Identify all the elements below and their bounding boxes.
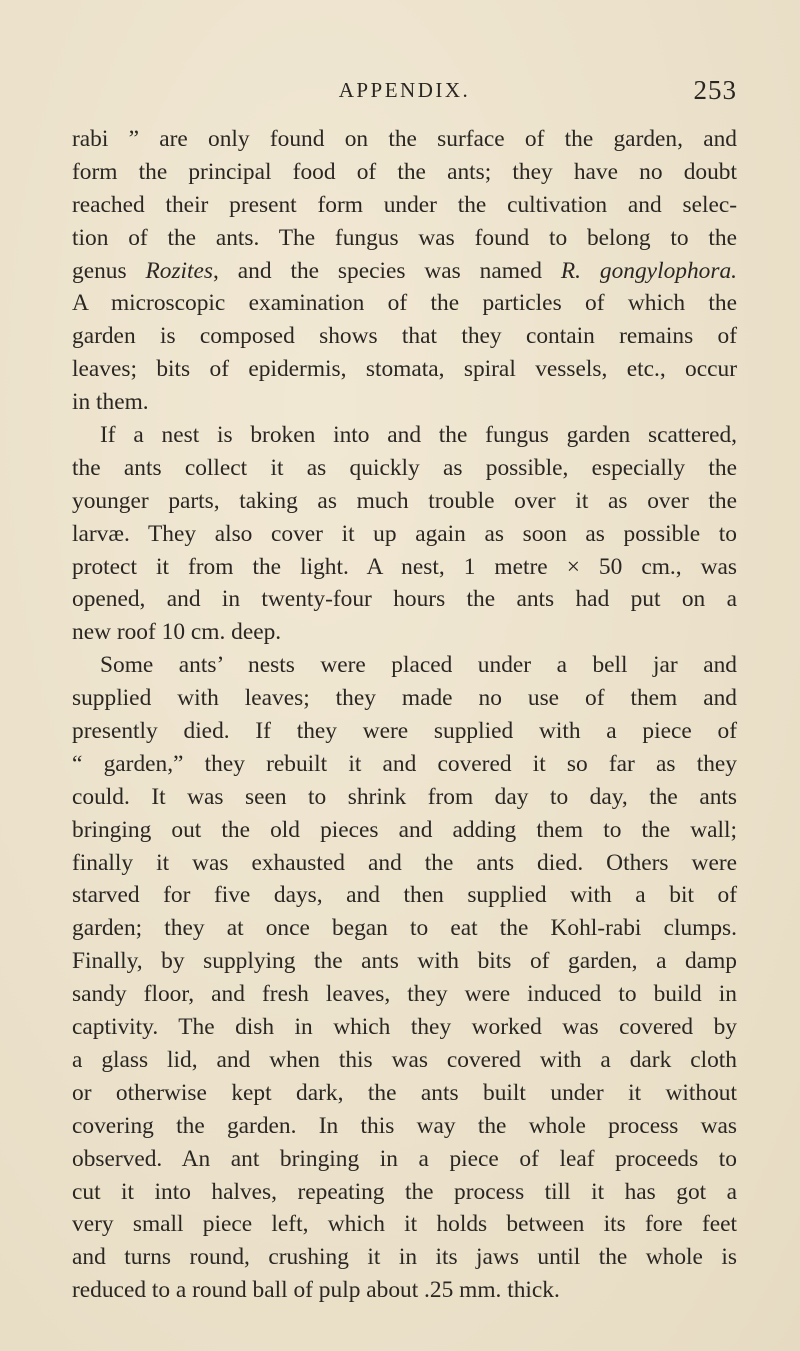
text-line: new roof 10 cm. deep.	[72, 619, 282, 646]
text-line: sandy floor, and fresh leaves, they were induced to build in	[72, 981, 737, 1008]
paragraph-3	[72, 649, 737, 1307]
text-line: protect it from the light. A nest, 1 metre × 50 cm., was	[72, 553, 737, 580]
text-line: reached their present form under the cultivation and selec-	[72, 191, 737, 218]
text-line: younger parts, taking as much trouble over it as over the	[72, 487, 737, 514]
text-line: genus Rozites, and the species was named R. gongylophora.	[72, 257, 737, 284]
body-text	[72, 123, 737, 1307]
text-line: tion of the ants. The fungus was found to belong to the	[72, 224, 737, 251]
text-line: covering the garden. In this way the whole process was	[72, 1112, 737, 1139]
text-line: captivity. The dish in which they worked was covered by	[72, 1014, 737, 1041]
text-line: reduced to a round ball of pulp about .25 mm. thick.	[72, 1277, 560, 1304]
italic-text: Rozites	[145, 257, 214, 284]
text-line: observed. An ant bringing in a piece of leaf proceeds to	[72, 1145, 737, 1172]
text-line: opened, and in twenty-four hours the ants had put on a	[72, 586, 737, 613]
text-line: If a nest is broken into and the fungus garden scattered,	[100, 422, 737, 449]
text-line: supplied with leaves; they made no use of them and	[72, 685, 737, 712]
text-line: “ garden,” they rebuilt it and covered it so far as they	[72, 750, 737, 777]
text-line: a glass lid, and when this was covered with a dark cloth	[72, 1046, 737, 1073]
text-line: garden is composed shows that they contain remains of	[72, 323, 737, 350]
paragraph-1	[72, 123, 737, 419]
text-line: finally it was exhausted and the ants died. Others were	[72, 849, 737, 876]
running-head-title: APPENDIX.	[338, 78, 471, 102]
text-line: rabi ” are only found on the surface of the garden, and	[72, 126, 737, 152]
text-line: very small piece left, which it holds between its fore feet	[72, 1211, 737, 1238]
text-line: in them.	[72, 389, 149, 416]
text-line: garden; they at once began to eat the Kohl-rabi clumps.	[72, 915, 737, 942]
text-line: bringing out the old pieces and adding them to the wall;	[72, 816, 737, 843]
text-line: Some ants’ nests were placed under a bell jar and	[100, 652, 737, 679]
text-line: larvæ. They also cover it up again as soon as possible to	[72, 520, 737, 547]
text-line: and turns round, crushing it in its jaws until the whole is	[72, 1244, 737, 1271]
text-line: could. It was seen to shrink from day to day, the ants	[72, 783, 737, 810]
text-line: cut it into halves, repeating the process till it has got a	[72, 1178, 737, 1205]
text-line: Finally, by supplying the ants with bits of garden, a damp	[72, 948, 737, 975]
italic-text: R. gongylophora.	[560, 257, 737, 284]
text-line: or otherwise kept dark, the ants built under it without	[72, 1079, 737, 1106]
text-line: A microscopic examination of the particles of which the	[72, 290, 737, 317]
text-line: the ants collect it as quickly as possible, especially the	[72, 454, 737, 481]
paragraph-2	[72, 419, 737, 649]
page-number: 253	[693, 75, 737, 105]
text-line: form the principal food of the ants; they have no doubt	[72, 158, 737, 185]
text-line: leaves; bits of epidermis, stomata, spiral vessels, etc., occur	[72, 356, 737, 383]
text-line: starved for five days, and then supplied with a bit of	[72, 882, 737, 909]
running-head	[72, 75, 737, 115]
text-line: presently died. If they were supplied with a piece of	[72, 718, 737, 745]
